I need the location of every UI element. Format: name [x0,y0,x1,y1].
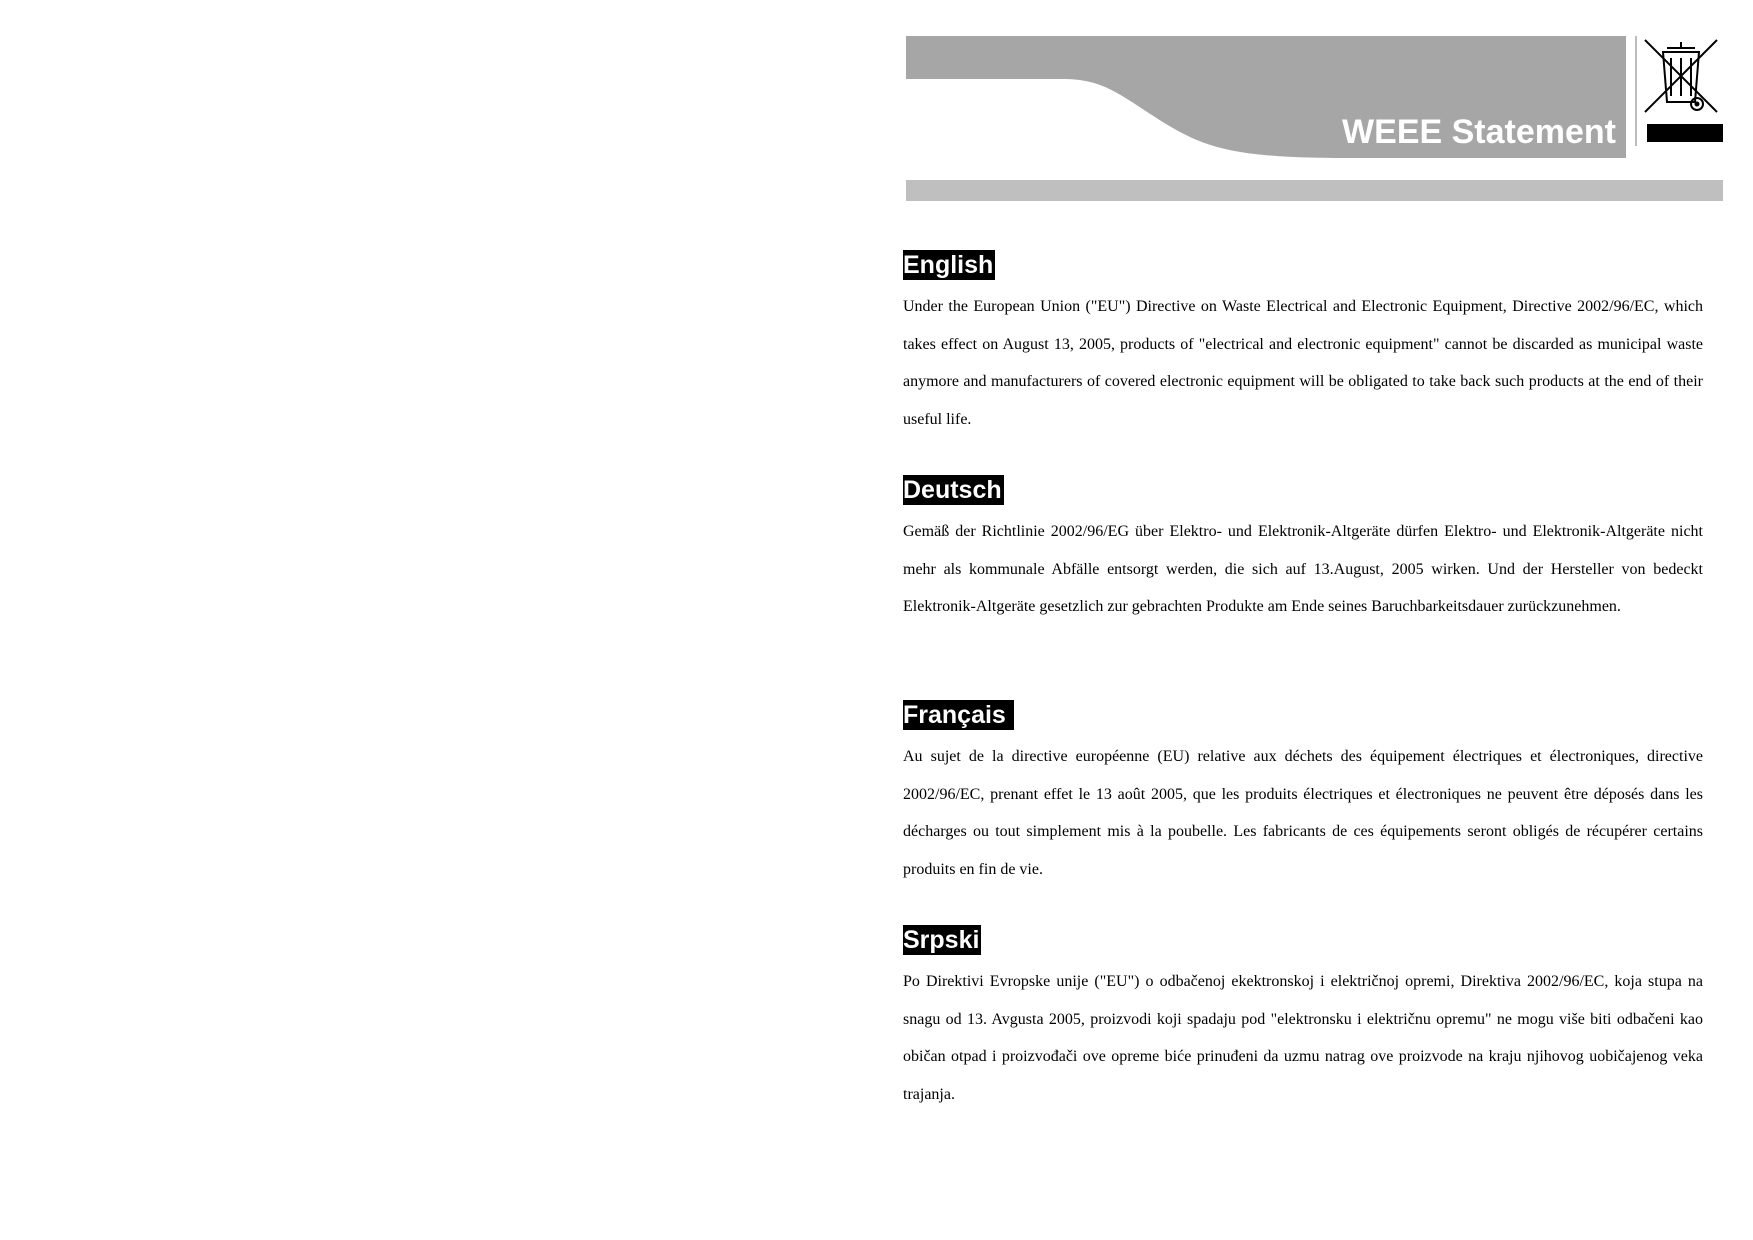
section-body-deutsch: Gemäß der Richtlinie 2002/96/EG über Elektro- und Elektronik-Altgeräte dürfen Elektro- und Elektronik-Altgeräte nicht mehr als kommunale Abfälle entsorgt werden, die sich auf 13.August, 2005 wirken. Und der Hersteller von bedeckt Elektronik-Altgeräte gesetzlich zur gebrachten Produkte am Ende seines Baruchbarkeitsdauer zurückzunehmen. [903,523,1703,616]
header-banner [906,36,1626,160]
section-body-srpski: Po Direktivi Evropske unije ("EU") o odbačenoj ekektronskoj i električnoj opremi, Direktiva 2002/96/EC, koja stupa na snagu od 13. Avgusta 2005, proizvodi koji spadaju pod "elektronsku i električnu opremu" ne mogu više biti odbačeni kao običan otpad i proizvođači ove opreme biće prinuđeni da uzmu natrag ove proizvode na kraju njihovog uobičajenog veka trajanja. [903,973,1703,1103]
section-english [903,250,1703,438]
section-body-francais: Au sujet de la directive européenne (EU) relative aux déchets des équipement électriques et électroniques, directive 2002/96/EC, prenant effet le 13 août 2005, que les produits électriques et électroniques ne peuvent être déposés dans les décharges ou tout simplement mis à la poubelle. Les fabricants de ces équipements seront obligés de récupérer certains produits en fin de vie. [903,748,1703,878]
section-heading-deutsch: Deutsch [903,476,1002,504]
weee-statement-page [900,0,1753,1240]
section-srpski [903,925,1703,1113]
section-heading-english: English [903,251,994,279]
header-divider-bar [906,180,1723,201]
section-heading-francais: Français [903,700,1014,730]
crossed-out-wheelie-bin-icon [1635,36,1725,146]
section-francais [903,700,1703,888]
section-heading-srpski: Srpski [903,926,980,954]
section-body-english: Under the European Union ("EU") Directive on Waste Electrical and Electronic Equipment, Directive 2002/96/EC, which takes effect on August 13, 2005, products of "electrical and electronic equipment" cannot be discarded as municipal waste anymore and manufacturers of covered electronic equipment will be obligated to take back such products at the end of their useful life. [903,298,1703,428]
page-title: WEEE Statement [1342,113,1616,151]
section-deutsch [903,475,1703,626]
